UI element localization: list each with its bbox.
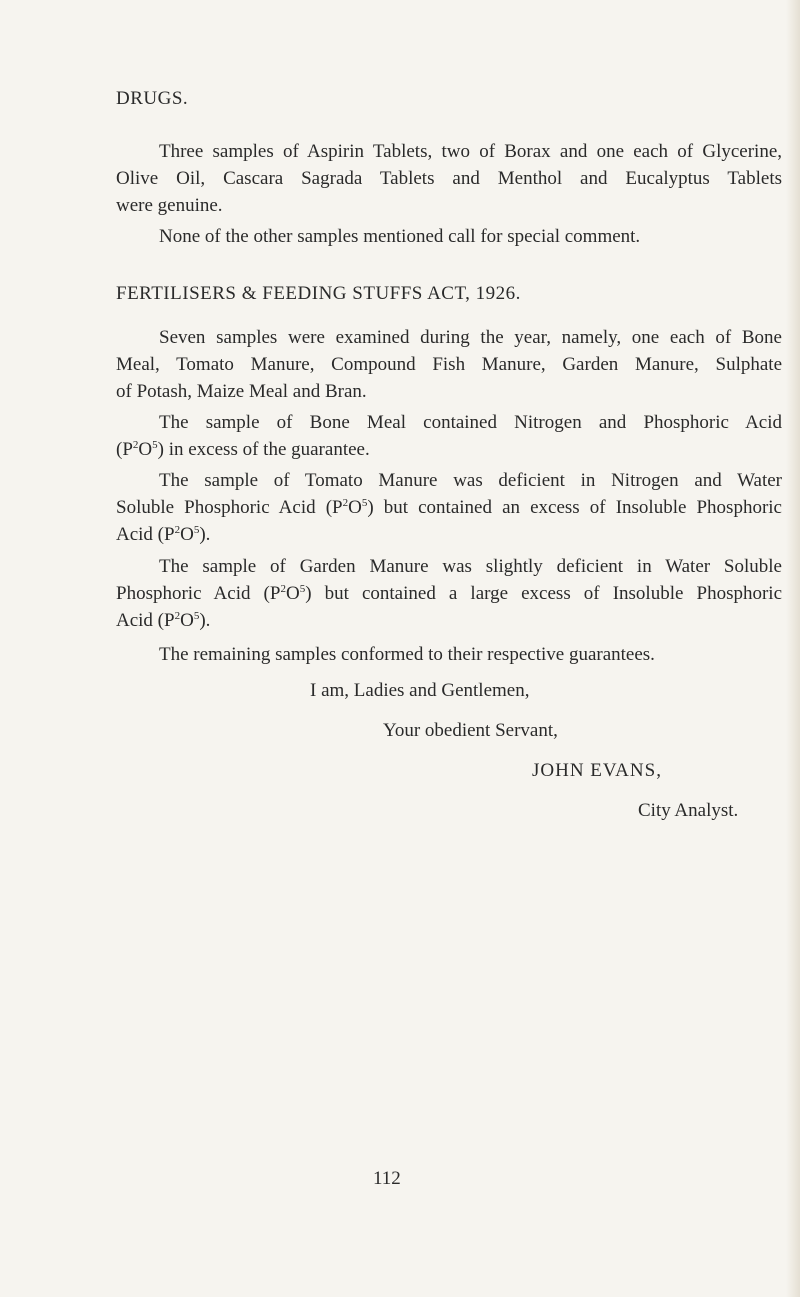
text-line: Acid $(P^2O^5)$. [116,610,211,631]
fertilisers-paragraph-1 [116,324,782,405]
section-heading-fertilisers: FERTILISERS & FEEDING STUFFS ACT, 1926. [116,283,521,304]
text-line: Meal, Tomato Manure, Compound Fish Manure, Garden Manure, Sulphate [116,354,782,375]
text-line: None of the other samples mentioned call for special comment. [159,226,641,247]
text-line: Acid $(P^2O^5)$. [116,524,211,545]
text-line: were genuine. [116,195,223,216]
text-line: The sample of Garden Manure was slightly deficient in Water Soluble [159,556,782,577]
text-line: Olive Oil, Cascara Sagrada Tablets and Menthol and Eucalyptus Tablets [116,168,782,189]
page-number: 112 [373,1168,401,1189]
page-edge [786,0,800,1297]
drugs-paragraph-1 [116,138,782,219]
text-line: The remaining samples conformed to their respective guarantees. [159,644,655,665]
fertilisers-paragraph-4 [116,553,782,634]
signatory-name: JOHN EVANS, [532,760,662,781]
text-line: $(P^2O^5)$ in excess of the guarantee. [116,439,370,460]
fertilisers-paragraph-5 [116,641,782,668]
drugs-paragraph-2 [116,223,782,250]
fertilisers-paragraph-2 [116,409,782,463]
signatory-title: City Analyst. [638,800,739,821]
text-line: Phosphoric Acid $(P^2O^5)$ but contained a large excess of Insoluble Phosphoric [116,583,783,604]
text-line: Seven samples were examined during the year, namely, one each of Bone [159,327,782,348]
text-line: Soluble Phosphoric Acid $(P^2O^5)$ but contained an excess of Insoluble Phosphoric [116,497,782,518]
text-line: The sample of Tomato Manure was deficient in Nitrogen and Water [159,470,782,491]
closing-servant: Your obedient Servant, [383,720,558,741]
text-line: The sample of Bone Meal contained Nitrogen and Phosphoric Acid [159,412,782,433]
closing-salutation: I am, Ladies and Gentlemen, [310,680,530,701]
section-heading-drugs: DRUGS. [116,88,189,109]
fertilisers-paragraph-3 [116,467,782,548]
text-line: Three samples of Aspirin Tablets, two of Borax and one each of Glycerine, [159,141,782,162]
text-line: of Potash, Maize Meal and Bran. [116,381,367,402]
